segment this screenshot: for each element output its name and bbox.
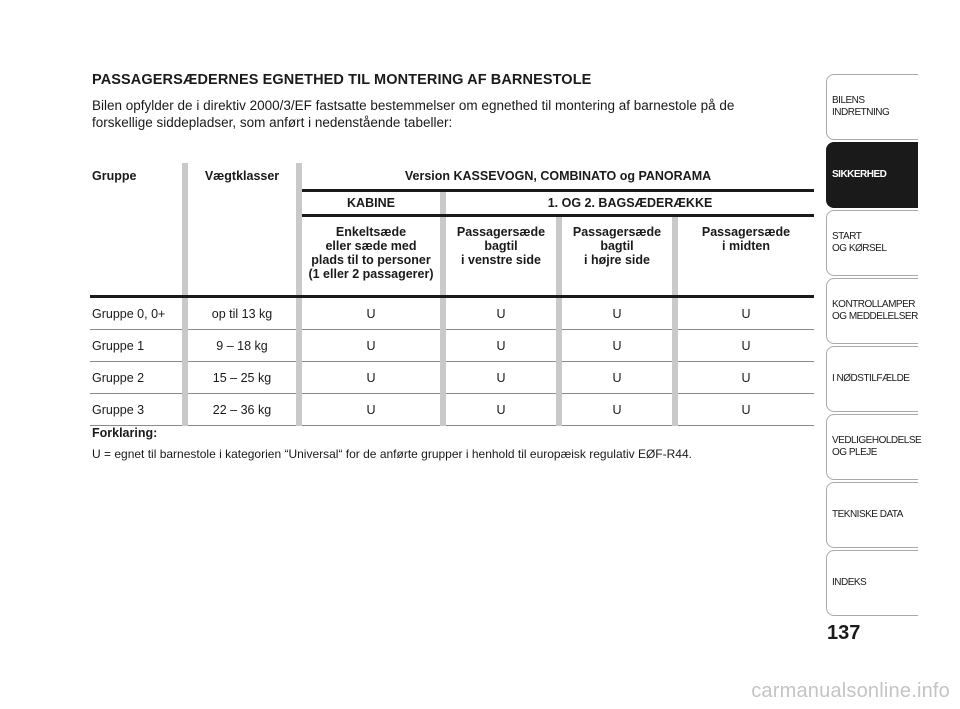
header-seat-rear-right [562, 216, 672, 297]
header-seat-single [302, 216, 440, 297]
cell-seat-rear-left: U [446, 330, 556, 362]
tab-indeks[interactable] [826, 550, 918, 616]
tab-sikkerhed[interactable] [826, 142, 918, 208]
row-group: Gruppe 1 [90, 330, 182, 362]
tab-vedligeholdelse[interactable] [826, 414, 922, 480]
header-line: Enkeltsæde [335, 225, 407, 239]
page-number: 137 [827, 622, 861, 644]
tab-label: INDRETNING [832, 107, 890, 118]
row-weight: 22 – 36 kg [188, 394, 296, 426]
cell-seat-rear-left: U [446, 297, 556, 330]
header-group: Gruppe [92, 169, 137, 183]
tab-label: VEDLIGEHOLDELSE [832, 435, 922, 446]
cell-seat-rear-right: U [562, 330, 672, 362]
tab-label: SIKKERHED [832, 169, 887, 180]
header-rear-rows: 1. OG 2. BAGSÆDERÆKKE [446, 191, 814, 216]
cell-seat-rear-right: U [562, 297, 672, 330]
watermark: carmanualsonline.info [751, 680, 950, 702]
header-version: Version KASSEVOGN, COMBINATO og PANORAMA [302, 163, 814, 191]
header-seat-middle [678, 216, 814, 297]
cell-seat-rear-left: U [446, 394, 556, 426]
cell-seat-middle: U [678, 394, 814, 426]
header-line: i højre side [584, 253, 650, 267]
legend-text: U = egnet til barnestole i kategorien “Universal“ for de anførte grupper i henhold til europæisk regulativ EØF-R44. [92, 447, 692, 461]
header-cabin: KABINE [302, 191, 440, 216]
tab-label: I NØDSTILFÆLDE [832, 373, 910, 384]
row-group: Gruppe 0, 0+ [90, 297, 182, 330]
row-weight: 15 – 25 kg [188, 362, 296, 394]
header-line: plads til to personer [311, 253, 431, 267]
header-line: i midten [722, 239, 770, 253]
legend-title: Forklaring: [92, 426, 158, 440]
header-line: Passagersæde [701, 225, 791, 239]
cell-seat-single: U [302, 297, 440, 330]
tab-label: KONTROLLAMPER [832, 299, 915, 310]
cell-seat-rear-right: U [562, 362, 672, 394]
row-group: Gruppe 3 [90, 394, 182, 426]
cell-seat-middle: U [678, 362, 814, 394]
tab-bilens-indretning[interactable] [826, 74, 918, 140]
section-heading: PASSAGERSÆDERNES EGNETHED TIL MONTERING AF BARNESTOLE [92, 72, 592, 88]
header-line: i venstre side [461, 253, 541, 267]
tab-label: INDEKS [832, 577, 867, 588]
header-seat-rear-left [446, 216, 556, 297]
row-group: Gruppe 2 [90, 362, 182, 394]
tab-tekniske-data[interactable] [826, 482, 918, 548]
row-weight: op til 13 kg [188, 297, 296, 330]
header-line: Passagersæde [456, 225, 546, 239]
intro-paragraph: Bilen opfylder de i direktiv 2000/3/EF fastsatte bestemmelser om egnethed til montering af barnestole på de forskellige siddepladser, som anført i nedenstående tabeller: [92, 98, 735, 130]
tab-kontrollamper[interactable] [826, 278, 918, 344]
header-line: (1 eller 2 passagerer) [308, 267, 434, 281]
cell-seat-middle: U [678, 297, 814, 330]
cell-seat-single: U [302, 394, 440, 426]
header-weight: Vægtklasser [204, 169, 280, 183]
cell-seat-middle: U [678, 330, 814, 362]
tab-start-og-korsel[interactable] [826, 210, 918, 276]
cell-seat-rear-right: U [562, 394, 672, 426]
tab-label: START [832, 231, 862, 242]
row-weight: 9 – 18 kg [188, 330, 296, 362]
child-seat-table [90, 163, 814, 426]
tab-i-nodstilfaelde[interactable] [826, 346, 918, 412]
tab-label: TEKNISKE DATA [832, 509, 903, 520]
tab-label: BILENS [832, 95, 865, 106]
header-line: Passagersæde [572, 225, 662, 239]
cell-seat-rear-left: U [446, 362, 556, 394]
tab-label: OG PLEJE [832, 447, 877, 458]
cell-seat-single: U [302, 362, 440, 394]
cell-seat-single: U [302, 330, 440, 362]
tab-label: OG KØRSEL [832, 243, 887, 254]
chapter-tabs [826, 74, 922, 618]
tab-label: OG MEDDELELSER [832, 311, 918, 322]
header-line: eller sæde med [325, 239, 417, 253]
header-line: bagtil [600, 239, 634, 253]
header-line: bagtil [484, 239, 518, 253]
